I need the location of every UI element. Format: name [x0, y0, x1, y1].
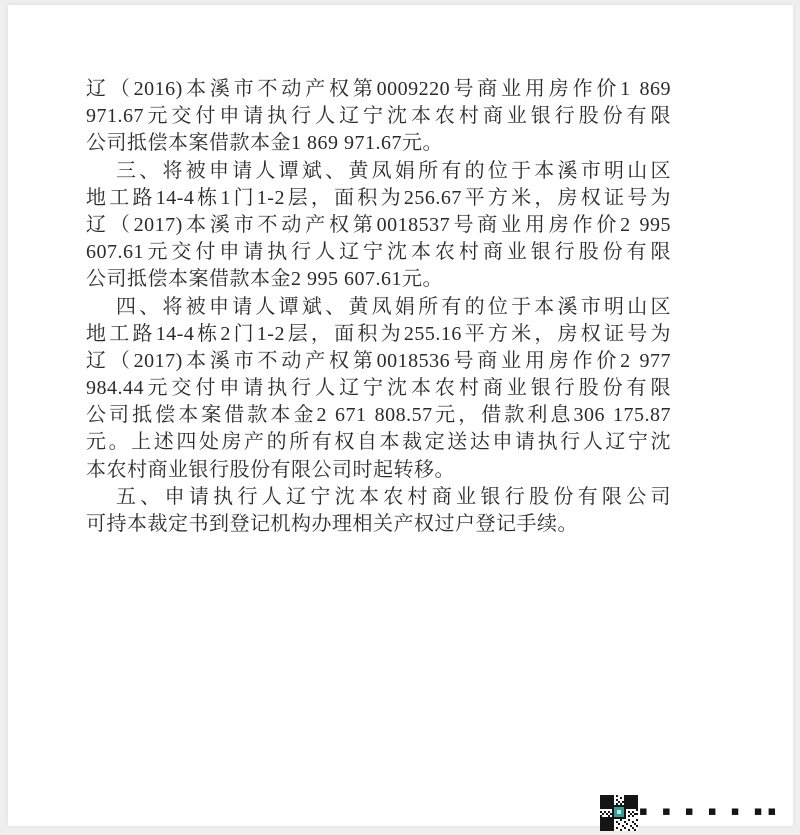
text-line: 607.61元交付申请执行人辽宁沈本农村商业银行股份有限	[86, 241, 671, 264]
text-line: 971.67元交付申请执行人辽宁沈本农村商业银行股份有限	[86, 105, 671, 128]
text-line: 公司抵偿本案借款本金1 869 971.67元。	[86, 132, 443, 155]
text-line: 辽（2017)本溪市不动产权第0018536号商业用房作价2 977	[86, 349, 671, 372]
footer-dots: ▪ ▪ ▪ ▪ ▪ ▪▪	[639, 804, 782, 819]
text-line: 五、申请执行人辽宁沈本农村商业银行股份有限公司	[116, 485, 671, 508]
qr-code-graphic	[600, 795, 638, 831]
document-text	[86, 76, 671, 538]
text-line: 公司抵偿本案借款本金2 995 607.61元。	[86, 268, 443, 291]
qr-code	[600, 795, 638, 831]
text-line: 本农村商业银行股份有限公司时起转移。	[86, 458, 455, 481]
document-page	[8, 5, 793, 826]
text-line: 辽（2016)本溪市不动产权第0009220号商业用房作价1 869	[86, 78, 671, 100]
text-line: 可持本裁定书到登记机构办理相关产权过户登记手续。	[86, 513, 578, 535]
text-line: 元。上述四处房产的所有权自本裁定送达申请执行人辽宁沈	[86, 431, 671, 454]
text-line: 984.44元交付申请执行人辽宁沈本农村商业银行股份有限	[86, 377, 671, 400]
text-line: 地工路14-4栋1门1-2层，面积为256.67平方米，房权证号为	[86, 186, 671, 209]
text-line: 三、将被申请人谭斌、黄凤娟所有的位于本溪市明山区	[116, 159, 671, 182]
text-line: 地工路14-4栋2门1-2层，面积为255.16平方米，房权证号为	[86, 322, 671, 345]
text-line: 公司抵偿本案借款本金2 671 808.57元，借款利息306 175.87	[86, 404, 671, 427]
text-line: 四、将被申请人谭斌、黄凤娟所有的位于本溪市明山区	[116, 295, 671, 318]
text-line: 辽（2017)本溪市不动产权第0018537号商业用房作价2 995	[86, 213, 671, 236]
